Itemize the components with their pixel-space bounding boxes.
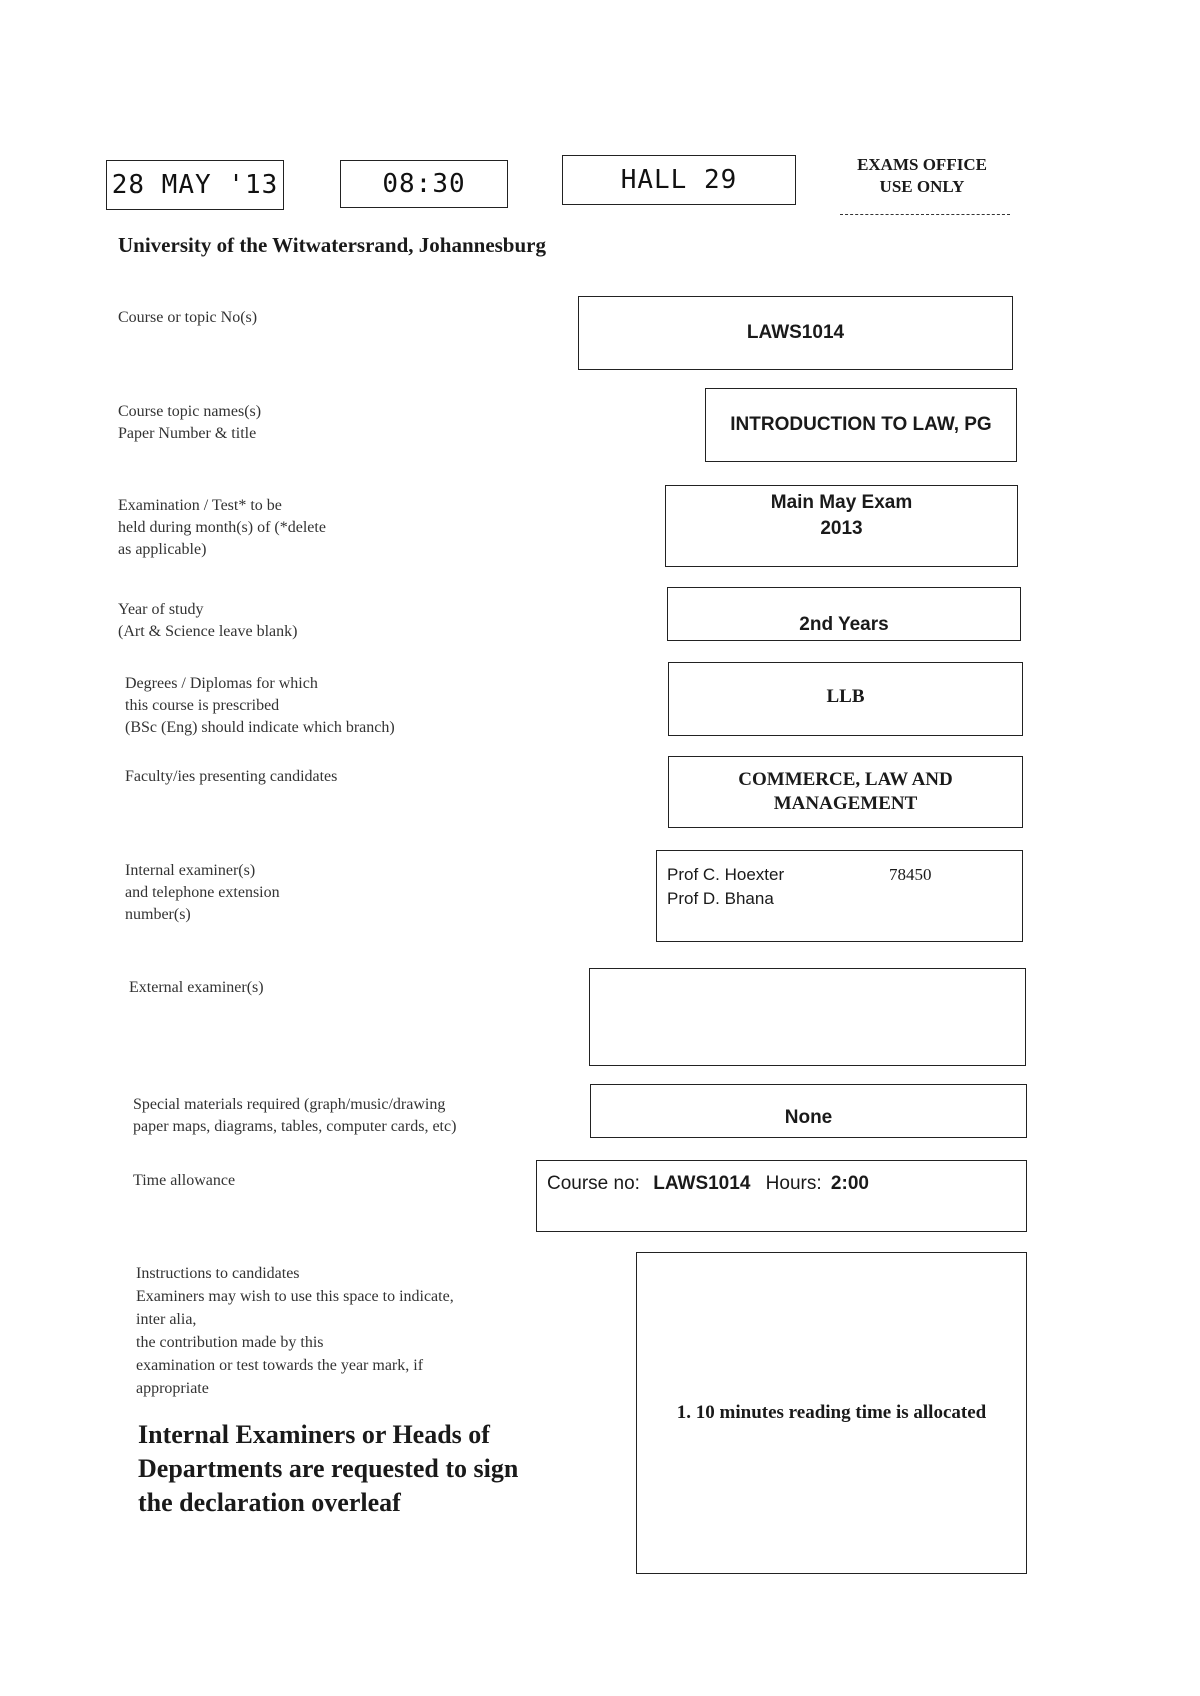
- date-box: [106, 160, 284, 210]
- instructions-box: [636, 1252, 1027, 1574]
- exam-period-value-2: 2013: [820, 518, 863, 539]
- course-no-label: Course or topic No(s): [118, 309, 258, 326]
- exam-hall: HALL 29: [620, 165, 738, 195]
- faculty-label: Faculty/ies presenting candidates: [125, 768, 338, 785]
- hall-box: [562, 155, 796, 205]
- external-examiners-label: External examiner(s): [129, 979, 264, 996]
- exam-date: 28 MAY '13: [111, 170, 279, 200]
- examiner-row: [667, 887, 1022, 911]
- signature-notice-line-1: Internal Examiners or Heads of: [138, 1420, 490, 1449]
- exam-period-box: [665, 485, 1018, 567]
- time-allowance-line: [547, 1173, 869, 1195]
- time-hours-value: 2:00: [830, 1173, 869, 1194]
- instructions-value: 1. 10 minutes reading time is allocated: [676, 1402, 987, 1423]
- time-hours-label: Hours:: [765, 1173, 822, 1194]
- year-of-study-value: 2nd Years: [799, 614, 889, 635]
- examiner-name: Prof D. Bhana: [667, 889, 774, 908]
- faculty-box: [668, 756, 1023, 828]
- exams-office-stamp: [832, 154, 1012, 198]
- external-examiners-box: [589, 968, 1026, 1066]
- time-allowance-label: Time allowance: [133, 1172, 236, 1189]
- time-course-value: LAWS1014: [653, 1173, 751, 1194]
- time-box: [340, 160, 508, 208]
- degrees-box: [668, 662, 1023, 736]
- examiner-name: Prof C. Hoexter: [667, 865, 785, 884]
- course-name-value: INTRODUCTION TO LAW, PG: [730, 414, 992, 435]
- exams-office-underline: [840, 214, 1010, 215]
- university-heading: University of the Witwatersrand, Johannesburg: [118, 233, 546, 257]
- year-of-study-box: [667, 587, 1021, 641]
- examiner-row: [667, 863, 1022, 887]
- special-materials-value: None: [784, 1107, 833, 1128]
- exam-period-value-1: Main May Exam: [770, 492, 913, 513]
- signature-notice-line-2: Departments are requested to sign: [138, 1454, 519, 1483]
- exams-office-line-1: EXAMS OFFICE: [857, 155, 987, 174]
- degrees-value: LLB: [826, 686, 865, 707]
- instructions-label: Instructions to candidates Examiners may wish to use this space to indicate, inter alia, the contribution made by this examination or test towards the year mark, if appropriate: [136, 1265, 454, 1397]
- special-materials-label: Special materials required (graph/music/drawing paper maps, diagrams, tables, computer cards, etc): [133, 1096, 457, 1135]
- faculty-value-2: MANAGEMENT: [773, 793, 918, 814]
- year-of-study-label: Year of study (Art & Science leave blank): [118, 601, 298, 640]
- signature-notice: [138, 1418, 518, 1520]
- course-name-label: Course topic names(s) Paper Number & title: [118, 403, 262, 442]
- time-allowance-box: [536, 1160, 1027, 1232]
- exam-period-label: Examination / Test* to be held during month(s) of (*delete as applicable): [118, 497, 326, 558]
- internal-examiners-box: [656, 850, 1023, 942]
- signature-notice-line-3: the declaration overleaf: [138, 1488, 401, 1517]
- time-course-label: Course no:: [547, 1173, 640, 1194]
- degrees-label: Degrees / Diplomas for which this course is prescribed (BSc (Eng) should indicate which branch): [125, 675, 395, 736]
- internal-examiners-label: Internal examiner(s) and telephone extension number(s): [125, 862, 280, 923]
- course-no-value: LAWS1014: [746, 322, 845, 343]
- special-materials-box: [590, 1084, 1027, 1138]
- faculty-value-1: COMMERCE, LAW AND: [738, 769, 953, 790]
- exam-time: 08:30: [382, 169, 466, 199]
- course-name-box: [705, 388, 1017, 462]
- examiner-ext: 78450: [889, 865, 932, 884]
- exams-office-line-2: USE ONLY: [879, 177, 965, 196]
- course-no-box: [578, 296, 1013, 370]
